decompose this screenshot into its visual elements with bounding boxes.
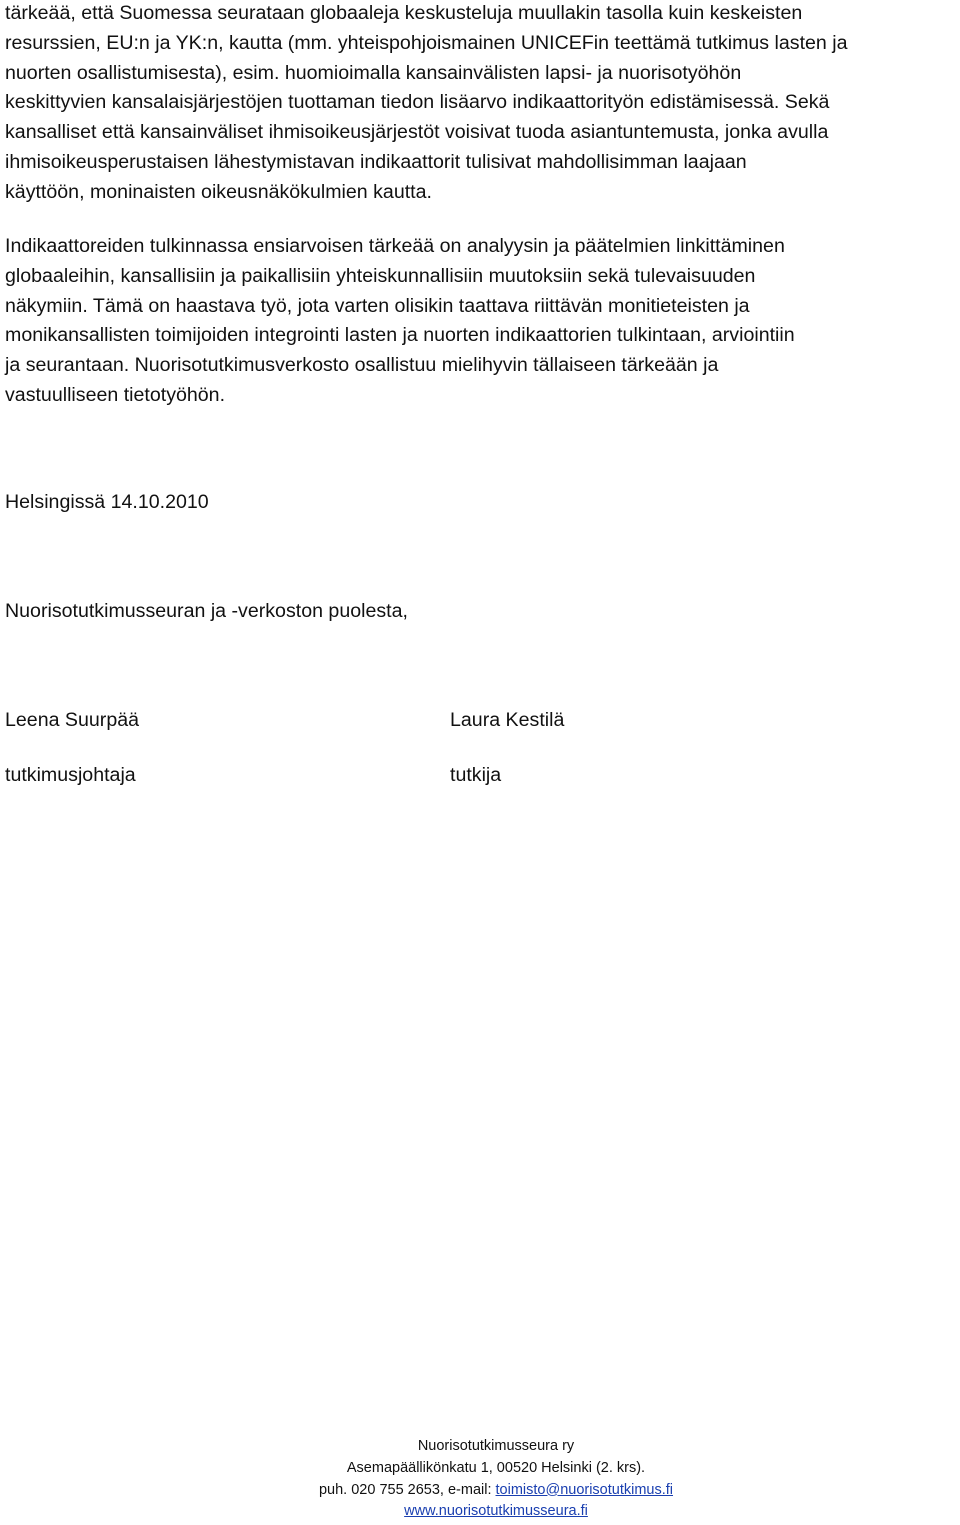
paragraph-line: näkymiin. Tämä on haastava työ, jota varten olisikin taattava riittävän monitieteisten ja	[5, 294, 750, 317]
on-behalf-line: Nuorisotutkimusseuran ja -verkoston puolesta,	[5, 600, 408, 622]
paragraph-line: ja seurantaan. Nuorisotutkimusverkosto osallistuu mielihyvin tällaiseen tärkeään ja	[5, 354, 719, 377]
paragraph-line: monikansallisten toimijoiden integrointi lasten ja nuorten indikaattorien tulkintaan, arviointiin	[5, 324, 795, 347]
signatory-title: tutkija	[450, 764, 502, 786]
signatory-name: Laura Kestilä	[450, 709, 565, 731]
signatory-title: tutkimusjohtaja	[5, 764, 136, 786]
footer-website-link[interactable]: www.nuorisotutkimusseura.fi	[404, 1503, 588, 1520]
paragraph-line: nuorten osallistumisesta), esim. huomioimalla kansainvälisten lapsi- ja nuorisotyöhön	[5, 61, 742, 84]
paragraph-line: tärkeää, että Suomessa seurataan globaaleja keskusteluja muullakin tasolla kuin keskeisten	[5, 2, 803, 24]
footer-website-line	[0, 1501, 960, 1523]
footer-contact-info	[0, 1436, 960, 1523]
paragraph-line: Indikaattoreiden tulkinnassa ensiarvoisen tärkeää on analyysin ja päätelmien linkittäminen	[5, 235, 785, 257]
paragraph-line: kansalliset että kansainväliset ihmisoikeusjärjestöt voisivat tuoda asiantuntemusta, jonka avulla	[5, 121, 829, 144]
footer-phone-email	[0, 1480, 960, 1502]
footer-address: Asemapäällikönkatu 1, 00520 Helsinki (2. krs).	[346, 1459, 646, 1476]
paragraph-indicators-global	[5, 0, 955, 208]
signatory-name: Leena Suurpää	[5, 709, 140, 731]
footer-phone-label: puh. 020 755 2653, e-mail:	[318, 1481, 496, 1498]
paragraph-line: vastuulliseen tietotyöhön.	[5, 383, 226, 406]
paragraph-indicator-interpretation	[5, 232, 955, 411]
footer-email-link[interactable]: toimisto@nuorisotutkimus.fi	[495, 1481, 674, 1498]
paragraph-line: ihmisoikeusperustaisen lähestymistavan indikaattorit tulisivat mahdollisimman laajaan	[5, 150, 747, 173]
paragraph-line: keskittyvien kansalaisjärjestöjen tuottaman tiedon lisäarvo indikaattorityön edistämisessä. Sekä	[5, 91, 830, 114]
paragraph-line: resurssien, EU:n ja YK:n, kautta (mm. yhteispohjoismainen UNICEFin teettämä tutkimus lasten ja	[5, 31, 848, 54]
place-and-date: Helsingissä 14.10.2010	[5, 491, 209, 513]
paragraph-line: käyttöön, moninaisten oikeusnäkökulmien kautta.	[5, 180, 432, 203]
paragraph-line: globaaleihin, kansallisiin ja paikallisiin yhteiskunnallisiin muutoksiin sekä tulevaisuuden	[5, 264, 756, 287]
footer-organization: Nuorisotutkimusseura ry	[417, 1438, 575, 1454]
